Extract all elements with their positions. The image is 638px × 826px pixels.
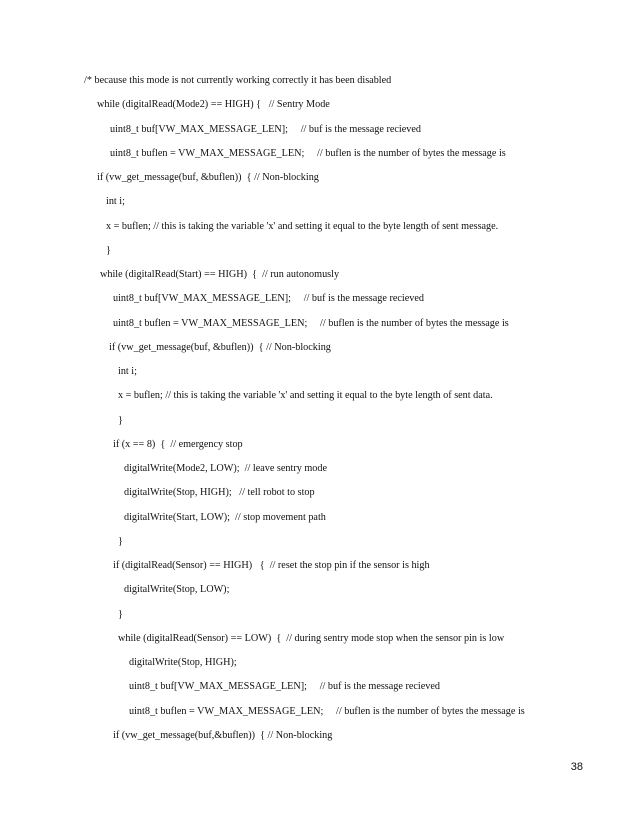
code-line: uint8_t buflen = VW_MAX_MESSAGE_LEN; // buflen is the number of bytes the message is <box>110 148 506 159</box>
code-line: if (digitalRead(Sensor) == HIGH) { // reset the stop pin if the sensor is high <box>113 560 430 571</box>
code-line: digitalWrite(Stop, HIGH); <box>129 657 237 668</box>
code-line: while (digitalRead(Mode2) == HIGH) { // Sentry Mode <box>97 99 330 110</box>
code-line: x = buflen; // this is taking the variable 'x' and setting it equal to the byte length of sent data. <box>118 390 493 401</box>
code-line: if (vw_get_message(buf, &buflen)) { // Non-blocking <box>109 342 331 353</box>
code-line: } <box>118 609 123 620</box>
code-line: uint8_t buf[VW_MAX_MESSAGE_LEN]; // buf is the message recieved <box>113 293 424 304</box>
code-line: uint8_t buflen = VW_MAX_MESSAGE_LEN; // buflen is the number of bytes the message is <box>129 706 525 717</box>
code-line: while (digitalRead(Start) == HIGH) { // run autonomusly <box>100 269 340 280</box>
code-line: } <box>118 536 123 547</box>
code-line: } <box>118 415 123 426</box>
code-line: /* because this mode is not currently working correctly it has been disabled <box>84 75 392 86</box>
code-line: while (digitalRead(Sensor) == LOW) { // during sentry mode stop when the sensor pin is low <box>118 633 505 644</box>
code-line: uint8_t buf[VW_MAX_MESSAGE_LEN]; // buf is the message recieved <box>129 681 440 692</box>
code-line: digitalWrite(Stop, HIGH); // tell robot to stop <box>124 487 315 498</box>
code-line: if (x == 8) { // emergency stop <box>113 439 243 450</box>
code-line: } <box>106 245 111 256</box>
code-line: digitalWrite(Stop, LOW); <box>124 584 230 595</box>
code-line: digitalWrite(Mode2, LOW); // leave sentry mode <box>124 463 327 474</box>
code-line: uint8_t buf[VW_MAX_MESSAGE_LEN]; // buf is the message recieved <box>110 124 421 135</box>
code-line: int i; <box>118 366 137 377</box>
code-line: if (vw_get_message(buf, &buflen)) { // Non-blocking <box>97 172 319 183</box>
code-line: uint8_t buflen = VW_MAX_MESSAGE_LEN; // buflen is the number of bytes the message is <box>113 318 509 329</box>
code-line: digitalWrite(Start, LOW); // stop movement path <box>124 512 326 523</box>
page-number: 38 <box>570 761 583 773</box>
code-line: x = buflen; // this is taking the variable 'x' and setting it equal to the byte length of sent message. <box>106 221 499 232</box>
code-line: int i; <box>106 196 125 207</box>
code-line: if (vw_get_message(buf,&buflen)) { // Non-blocking <box>113 730 333 741</box>
